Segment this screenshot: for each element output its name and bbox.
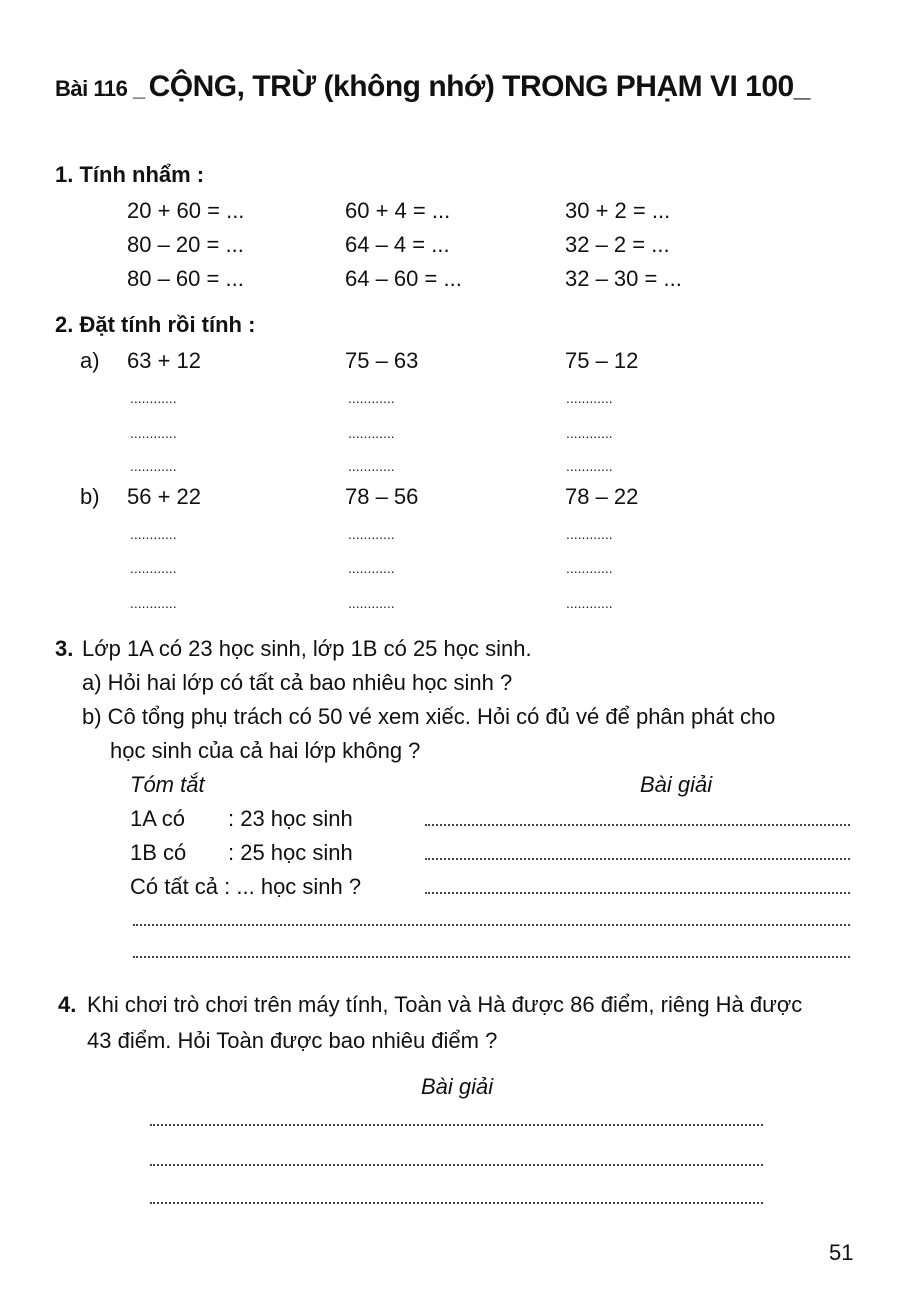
answer-line[interactable] xyxy=(150,1124,763,1126)
ex1-item: 80 – 20 = ... xyxy=(127,232,244,257)
answer-line[interactable] xyxy=(425,892,850,894)
lesson-number: Bài 116 _ xyxy=(55,76,145,101)
page-number: 51 xyxy=(829,1240,854,1265)
summary-row-label: 1A có xyxy=(130,806,186,831)
ex1-item: 64 – 4 = ... xyxy=(345,232,450,257)
answer-dots[interactable]: ............ xyxy=(566,560,613,576)
answer-dots[interactable]: ............ xyxy=(130,526,177,542)
summary-row-value: : 25 học sinh xyxy=(228,840,353,865)
ex2-problem: 75 – 12 xyxy=(565,348,639,373)
answer-line[interactable] xyxy=(133,924,850,926)
answer-dots[interactable]: ............ xyxy=(130,425,177,441)
answer-dots[interactable]: ............ xyxy=(566,526,613,542)
ex1-item: 32 – 30 = ... xyxy=(565,266,682,291)
summary-row-value: : 23 học sinh xyxy=(228,806,353,831)
answer-dots[interactable]: ............ xyxy=(130,390,177,406)
part-b-label: b) xyxy=(80,484,100,509)
answer-dots[interactable]: ............ xyxy=(348,560,395,576)
exercise-3-question-b-cont: học sinh của cả hai lớp không ? xyxy=(110,738,421,763)
answer-dots[interactable]: ............ xyxy=(130,595,177,611)
ex2-problem: 78 – 22 xyxy=(565,484,639,509)
answer-line[interactable] xyxy=(150,1164,763,1166)
ex1-item: 64 – 60 = ... xyxy=(345,266,462,291)
answer-dots[interactable]: ............ xyxy=(566,595,613,611)
answer-dots[interactable]: ............ xyxy=(566,458,613,474)
ex1-item: 80 – 60 = ... xyxy=(127,266,244,291)
answer-line[interactable] xyxy=(150,1202,763,1204)
solution-label: Bài giải xyxy=(421,1074,494,1099)
solution-label: Bài giải xyxy=(640,772,713,797)
answer-dots[interactable]: ............ xyxy=(348,526,395,542)
answer-dots[interactable]: ............ xyxy=(348,458,395,474)
ex1-item: 32 – 2 = ... xyxy=(565,232,670,257)
ex2-problem: 63 + 12 xyxy=(127,348,202,373)
ex2-problem: 75 – 63 xyxy=(345,348,419,373)
exercise-4-number: 4. xyxy=(58,992,77,1017)
ex2-problem: 56 + 22 xyxy=(127,484,202,509)
ex1-item: 20 + 60 = ... xyxy=(127,198,245,223)
answer-line[interactable] xyxy=(425,824,850,826)
exercise-2-heading: 2. Đặt tính rồi tính : xyxy=(55,312,256,337)
summary-label: Tóm tắt xyxy=(130,772,205,797)
ex1-item: 30 + 2 = ... xyxy=(565,198,671,223)
exercise-3-intro: Lớp 1A có 23 học sinh, lớp 1B có 25 học sinh. xyxy=(82,636,532,661)
answer-line[interactable] xyxy=(425,858,850,860)
summary-row-question: Có tất cả : ... học sinh ? xyxy=(130,874,362,899)
answer-dots[interactable]: ............ xyxy=(566,425,613,441)
ex1-item: 60 + 4 = ... xyxy=(345,198,451,223)
answer-dots[interactable]: ............ xyxy=(348,425,395,441)
answer-dots[interactable]: ............ xyxy=(130,560,177,576)
exercise-3-question-a: a) Hỏi hai lớp có tất cả bao nhiêu học sinh ? xyxy=(82,670,513,695)
part-a-label: a) xyxy=(80,348,100,373)
answer-dots[interactable]: ............ xyxy=(348,390,395,406)
answer-dots[interactable]: ............ xyxy=(348,595,395,611)
exercise-3-question-b: b) Cô tổng phụ trách có 50 vé xem xiếc. Hỏi có đủ vé để phân phát cho xyxy=(82,704,776,729)
answer-dots[interactable]: ............ xyxy=(130,458,177,474)
exercise-4-text-line1: Khi chơi trò chơi trên máy tính, Toàn và Hà được 86 điểm, riêng Hà được xyxy=(87,992,803,1017)
exercise-4-text-line2: 43 điểm. Hỏi Toàn được bao nhiêu điểm ? xyxy=(87,1028,498,1053)
ex2-problem: 78 – 56 xyxy=(345,484,419,509)
exercise-3-number: 3. xyxy=(55,636,74,661)
exercise-1-heading: 1. Tính nhẩm : xyxy=(55,162,205,187)
answer-line[interactable] xyxy=(133,956,850,958)
page-title xyxy=(55,70,810,104)
lesson-title: CỘNG, TRỪ (không nhớ) TRONG PHẠM VI 100_ xyxy=(148,70,810,103)
summary-row-label: 1B có xyxy=(130,840,187,865)
answer-dots[interactable]: ............ xyxy=(566,390,613,406)
